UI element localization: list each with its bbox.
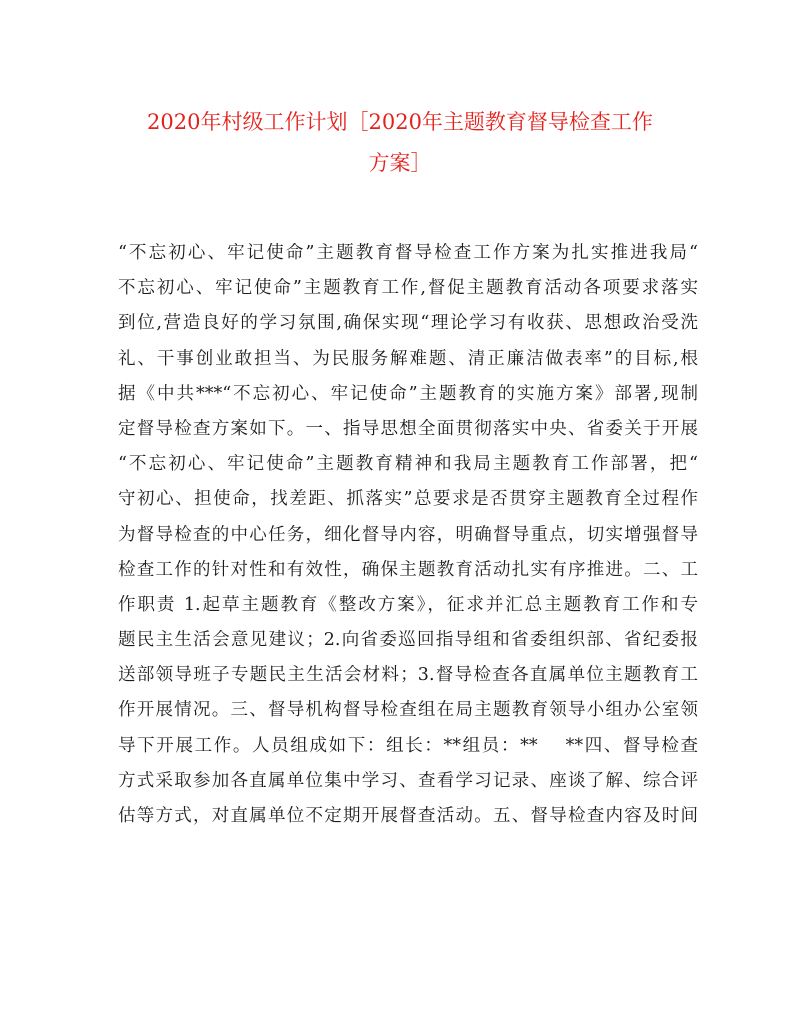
body-line: 估等方式，对直属单位不定期开展督查活动。五、督导检查内容及时间: [118, 806, 698, 826]
body-line: 为督导检查的中心任务，细化督导内容，明确督导重点，切实增强督导: [118, 524, 698, 545]
body-line: 导下开展工作。人员组成如下：组长：**组员：** **四、督导检查: [118, 735, 698, 756]
body-line: 据《中共***“不忘初心、牢记使命”主题教育的实施方案》部署,现制: [118, 383, 698, 404]
body-line: 不忘初心、牢记使命”主题教育工作,督促主题教育活动各项要求落实: [118, 278, 698, 299]
body-line: 守初心、担使命，找差距、抓落实”总要求是否贯穿主题教育全过程作: [118, 489, 698, 510]
document-title: [100, 102, 700, 184]
body-line: 检查工作的针对性和有效性，确保主题教育活动扎实有序推进。二、工: [118, 559, 698, 580]
body-line: 送部领导班子专题民主生活会材料；3.督导检查各直属单位主题教育工: [118, 665, 698, 686]
body-line: 礼、干事创业敢担当、为民服务解难题、清正廉洁做表率”的目标,根: [118, 348, 698, 369]
body-line: “不忘初心、牢记使命”主题教育督导检查工作方案为扎实推进我局“: [118, 243, 698, 263]
title-line-2: 方案］: [368, 151, 432, 175]
body-line: 方式采取参加各直属单位集中学习、查看学习记录、座谈了解、综合评: [118, 770, 698, 791]
body-line: 到位,营造良好的学习氛围,确保实现“理论学习有收获、思想政治受洗: [118, 313, 698, 334]
title-line-1: 2020年村级工作计划［2020年主题教育督导检查工作: [147, 110, 653, 134]
body-line: 题民主生活会意见建议；2.向省委巡回指导组和省委组织部、省纪委报: [118, 630, 698, 651]
body-line: 定督导检查方案如下。一、指导思想全面贯彻落实中央、省委关于开展: [118, 418, 698, 439]
body-line: 作职责 1.起草主题教育《整改方案》，征求并汇总主题教育工作和专: [118, 594, 698, 615]
body-line: 作开展情况。三、督导机构督导检查组在局主题教育领导小组办公室领: [118, 700, 698, 721]
body-line: “不忘初心、牢记使命”主题教育精神和我局主题教育工作部署，把“: [118, 454, 698, 475]
document-body: [118, 236, 698, 834]
